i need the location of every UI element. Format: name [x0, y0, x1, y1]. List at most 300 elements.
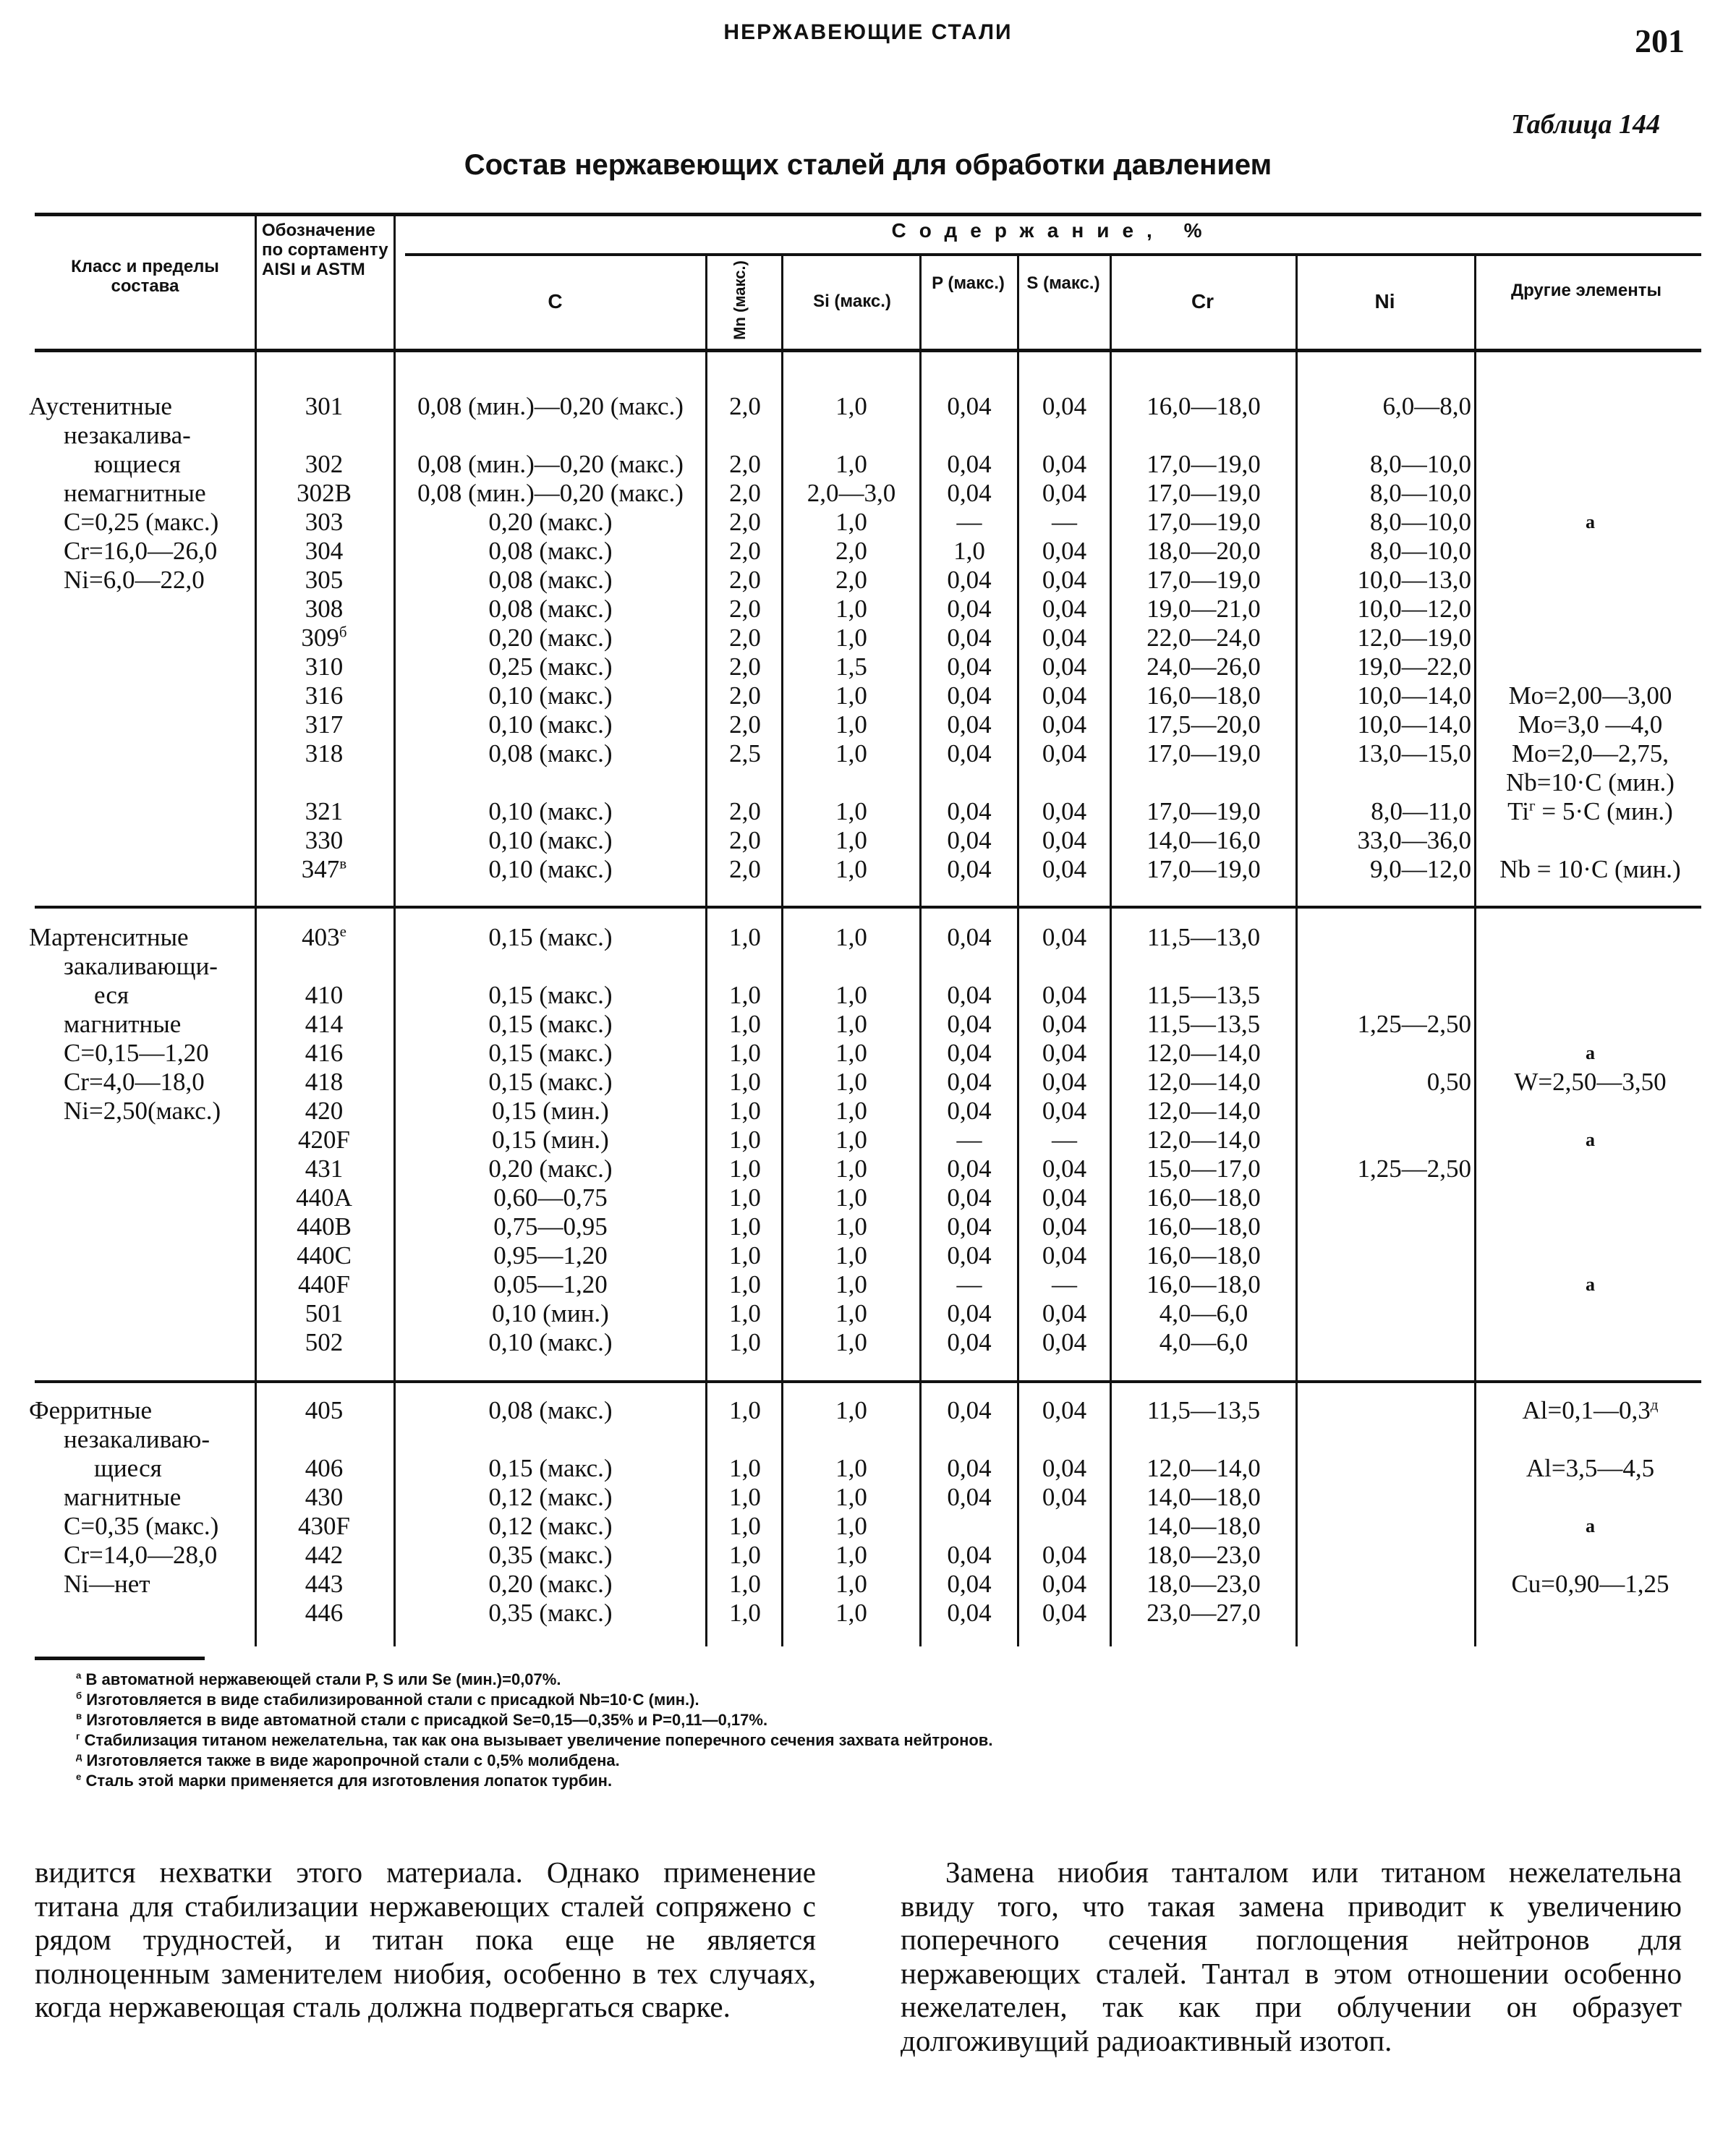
cell-s: 0,04: [1042, 1183, 1087, 1212]
body-text-left-column: видится нехватки этого материала. Однако применение титана для стабилизации нержавеющих сталей сопряжено с рядом трудностей, и титан пока еще не является полноценным заменителем ниобия, особенно в тех случаях, когда нержавеющая сталь должна подвергаться сварке.: [35, 1855, 816, 2023]
table-row: [0, 710, 1736, 739]
cell-cr: 14,0—18,0: [1146, 1483, 1261, 1511]
cell-cr: 4,0—6,0: [1159, 1299, 1248, 1327]
cell-mn: 1,0: [729, 1068, 761, 1096]
cell-s: 0,04: [1042, 1541, 1087, 1569]
cell-c: 0,60—0,75: [493, 1183, 608, 1212]
cell-s: 0,04: [1042, 710, 1087, 739]
cell-ni: [1298, 1570, 1487, 1599]
cell-grade: 446: [305, 1599, 344, 1627]
cell-s: 0,04: [1042, 826, 1087, 854]
cell-other: [1476, 479, 1704, 508]
cell-p: 0,04: [947, 923, 992, 951]
cell-other: [1476, 450, 1704, 479]
cell-si: 1,0: [835, 710, 867, 739]
cell-ni: 12,0—19,0: [1357, 624, 1471, 652]
cell-cr: 11,5—13,5: [1146, 1010, 1261, 1038]
cell-grade: 440F: [298, 1270, 350, 1298]
class-austenitic: Аустенитные незакалива- ющиеся немагнитные C=0,25 (макс.) Cr=16,0—26,0 Ni=6,0—22,0: [29, 392, 219, 594]
cell-ni: 8,0—11,0: [1371, 797, 1471, 825]
cell-grade: 440B: [297, 1212, 352, 1241]
cell-s: 0,04: [1042, 1212, 1087, 1241]
cell-si: 1,0: [835, 392, 867, 420]
cell-s: —: [1052, 1126, 1077, 1154]
cell-ni: [1298, 1512, 1487, 1541]
cell-other: а: [1586, 1042, 1595, 1063]
cell-c: 0,12 (макс.): [488, 1483, 613, 1511]
cell-mn: 1,0: [729, 1483, 761, 1511]
cell-s: 0,04: [1042, 392, 1087, 420]
cell-cr: 17,0—19,0: [1146, 855, 1261, 883]
cell-c: 0,08 (макс.): [488, 1396, 613, 1424]
footnote-d: $^д$ Изготовляется также в виде жаропрочной стали с 0,5% молибдена.: [76, 1751, 620, 1769]
cell-other: [1476, 624, 1704, 652]
cell-other: Mo=2,0—2,75,: [1511, 739, 1669, 768]
footnotes: [76, 1670, 992, 1791]
table-row: [0, 981, 1736, 1010]
header-ni: Ni: [1374, 290, 1395, 313]
cell-other: [1476, 537, 1704, 566]
cell-other: а: [1586, 1274, 1595, 1295]
cell-cr: 22,0—24,0: [1146, 624, 1261, 652]
cell-mn: 1,0: [729, 1126, 761, 1154]
cell-grade: 406: [305, 1454, 344, 1482]
cell-p: 0,04: [947, 1212, 992, 1241]
cell-ni: [1298, 981, 1487, 1010]
cell-c: 0,15 (макс.): [488, 1068, 613, 1096]
cell-s: 0,04: [1042, 1241, 1087, 1270]
table-row: [0, 1126, 1736, 1155]
cell-other: а: [1586, 1516, 1595, 1536]
cell-cr: 14,0—18,0: [1146, 1512, 1261, 1540]
cell-grade: 430F: [298, 1512, 350, 1540]
cell-mn: 1,0: [729, 1512, 761, 1540]
cell-c: 0,10 (мин.): [492, 1299, 609, 1327]
cell-other: [1476, 826, 1704, 855]
cell-mn: 2,0: [729, 710, 761, 739]
cell-si: 2,0: [835, 566, 867, 594]
cell-ni: [1298, 1097, 1487, 1126]
cell-other: [1476, 923, 1704, 952]
cell-si: 1,0: [835, 1010, 867, 1038]
table-row: [0, 624, 1736, 652]
cell-grade: 418: [305, 1068, 344, 1096]
table-row: [0, 1512, 1736, 1541]
cell-si: 1,0: [835, 826, 867, 854]
cell-cr: 17,0—19,0: [1146, 479, 1261, 507]
cell-grade: 502: [305, 1328, 344, 1356]
table-row: [0, 1097, 1736, 1126]
cell-cr: 17,5—20,0: [1146, 710, 1261, 739]
cell-c: 0,35 (макс.): [488, 1541, 613, 1569]
cell-si: 1,0: [835, 508, 867, 536]
cell-si: 1,0: [835, 855, 867, 883]
cell-p: 0,04: [947, 981, 992, 1009]
cell-p: 0,04: [947, 1483, 992, 1511]
cell-p: 0,04: [947, 1039, 992, 1067]
cell-other: [1476, 652, 1704, 681]
cell-ni: [1298, 1241, 1487, 1270]
cell-other: [1476, 1541, 1704, 1570]
cell-mn: 1,0: [729, 1183, 761, 1212]
table-label: Таблица 144: [1510, 109, 1660, 140]
cell-cr: 18,0—23,0: [1146, 1541, 1261, 1569]
cell-mn: 2,0: [729, 450, 761, 478]
cell-p: 0,04: [947, 1570, 992, 1598]
cell-ni: 1,25—2,50: [1357, 1155, 1471, 1183]
table-row: [0, 566, 1736, 595]
cell-c: 0,20 (макс.): [488, 624, 613, 652]
cell-p: —: [956, 508, 982, 536]
cell-s: 0,04: [1042, 450, 1087, 478]
cell-s: 0,04: [1042, 566, 1087, 594]
header-content-group: Содержание, %: [891, 219, 1215, 242]
cell-c: 0,95—1,20: [493, 1241, 608, 1270]
table-row: [0, 1039, 1736, 1068]
cell-p: 0,04: [947, 1599, 992, 1627]
cell-other: [1476, 595, 1704, 624]
cell-grade: 501: [305, 1299, 344, 1327]
cell-c: 0,10 (макс.): [488, 710, 613, 739]
cell-p: 0,04: [947, 624, 992, 652]
cell-p: 0,04: [947, 595, 992, 623]
cell-cr: 12,0—14,0: [1146, 1454, 1261, 1482]
cell-cr: 18,0—23,0: [1146, 1570, 1261, 1598]
cell-ni: [1298, 1396, 1487, 1425]
cell-mn: 1,0: [729, 1299, 761, 1327]
cell-other: [1476, 1299, 1704, 1328]
cell-si: 1,0: [835, 1097, 867, 1125]
cell-cr: 16,0—18,0: [1146, 1212, 1261, 1241]
cell-grade: 431: [305, 1155, 344, 1183]
cell-c: 0,15 (макс.): [488, 1039, 613, 1067]
cell-si: 1,0: [835, 981, 867, 1009]
cell-grade: $403^е$: [302, 922, 346, 951]
cell-grade: $347^в$: [301, 854, 347, 883]
table-row: [0, 479, 1736, 508]
cell-s: 0,04: [1042, 923, 1087, 951]
cell-other: Nb = 10·C (мин.): [1499, 855, 1681, 883]
cell-si: 1,0: [835, 1212, 867, 1241]
cell-c: 0,15 (макс.): [488, 1454, 613, 1482]
table-row: [0, 855, 1736, 884]
cell-ni: 10,0—14,0: [1357, 710, 1471, 739]
cell-grade: 442: [305, 1541, 344, 1569]
cell-grade: 420: [305, 1097, 344, 1125]
cell-c: 0,10 (макс.): [488, 1328, 613, 1356]
cell-c: 0,10 (макс.): [488, 681, 613, 710]
cell-other: W=2,50—3,50: [1514, 1068, 1667, 1096]
cell-c: 0,35 (макс.): [488, 1599, 613, 1627]
group-divider-1: [35, 906, 1701, 909]
cell-s: 0,04: [1042, 1570, 1087, 1598]
cell-cr: 16,0—18,0: [1146, 681, 1261, 710]
cell-other: [1476, 1097, 1704, 1126]
cell-cr: 11,5—13,5: [1146, 1396, 1261, 1424]
cell-other: $Ti^г = 5\cdot C$ (мин.): [1507, 796, 1673, 825]
cell-mn: 1,0: [729, 1241, 761, 1270]
cell-s: 0,04: [1042, 855, 1087, 883]
cell-p: 0,04: [947, 681, 992, 710]
cell-p: 0,04: [947, 392, 992, 420]
cell-grade: 316: [305, 681, 344, 710]
cell-ni: 10,0—14,0: [1357, 681, 1471, 710]
cell-p: 0,04: [947, 1541, 992, 1569]
header-si: Si (макс.): [813, 292, 891, 311]
cell-p: —: [956, 1126, 982, 1154]
cell-si: 1,0: [835, 450, 867, 478]
footnote-v: $^в$ Изготовляется в виде автоматной стали с присадкой Se=0,15—0,35% и P=0,11—0,17%.: [76, 1710, 768, 1729]
cell-mn: 1,0: [729, 1454, 761, 1482]
cell-mn: 2,0: [729, 392, 761, 420]
cell-ni: [1298, 1183, 1487, 1212]
cell-grade: 318: [305, 739, 344, 768]
cell-grade: 303: [305, 508, 344, 536]
cell-ni: [1298, 923, 1487, 952]
body-text-right-column: Замена ниобия танталом или титаном нежелательна ввиду того, что такая замена приводит к увеличению поперечного сечения поглощения нейтронов для нержавеющих сталей. Тантал в этом отношении особенно нежелателен, так как при облучении он образует долгоживущий радиоактивный изотоп.: [901, 1855, 1682, 2057]
cell-c: 0,15 (макс.): [488, 981, 613, 1009]
cell-si: 1,0: [835, 1270, 867, 1298]
cell-ni: 9,0—12,0: [1370, 855, 1471, 883]
cell-cr: 4,0—6,0: [1159, 1328, 1248, 1356]
cell-mn: 2,0: [729, 826, 761, 854]
table-row: [0, 1328, 1736, 1357]
header-cr: Cr: [1191, 290, 1214, 313]
cell-si: 1,0: [835, 1396, 867, 1424]
cell-cr: 17,0—19,0: [1146, 450, 1261, 478]
cell-si: 1,0: [835, 1299, 867, 1327]
cell-si: 1,0: [835, 624, 867, 652]
table-row: [0, 392, 1736, 421]
cell-c: 0,08 (макс.): [488, 537, 613, 565]
cell-cr: 23,0—27,0: [1146, 1599, 1261, 1627]
table-row: [0, 508, 1736, 537]
table-row: [0, 1396, 1736, 1425]
cell-cr: 16,0—18,0: [1146, 392, 1261, 420]
cell-grade: 310: [305, 652, 344, 681]
cell-grade: 430: [305, 1483, 344, 1511]
cell-ni: [1298, 1454, 1487, 1483]
cell-si: 1,0: [835, 739, 867, 768]
table-row: [0, 1183, 1736, 1212]
cell-cr: 17,0—19,0: [1146, 797, 1261, 825]
content-group-rule: [405, 253, 1701, 256]
cell-mn: 2,0: [729, 595, 761, 623]
cell-ni: 8,0—10,0: [1370, 450, 1471, 478]
cell-cr: 18,0—20,0: [1146, 537, 1261, 565]
cell-p: 1,0: [953, 537, 985, 565]
footnote-rule: [35, 1657, 205, 1660]
cell-s: 0,04: [1042, 1454, 1087, 1482]
cell-grade: 302: [305, 450, 344, 478]
cell-mn: 1,0: [729, 1155, 761, 1183]
cell-mn: 1,0: [729, 923, 761, 951]
cell-cr: 12,0—14,0: [1146, 1039, 1261, 1067]
cell-p: 0,04: [947, 1155, 992, 1183]
cell-ni: [1298, 1599, 1487, 1628]
cell-mn: 2,0: [729, 508, 761, 536]
cell-si: 1,0: [835, 1068, 867, 1096]
table-row: [0, 1010, 1736, 1039]
header-c: C: [548, 290, 563, 313]
table-row: [0, 1299, 1736, 1328]
cell-si: 1,0: [835, 1241, 867, 1270]
cell-grade: 308: [305, 595, 344, 623]
cell-s: 0,04: [1042, 1010, 1087, 1038]
cell-cr: 11,5—13,0: [1146, 923, 1261, 951]
table-row: [0, 1241, 1736, 1270]
cell-s: 0,04: [1042, 1155, 1087, 1183]
cell-grade: 302B: [297, 479, 352, 507]
table-row: [0, 797, 1736, 826]
cell-si: 1,0: [835, 1454, 867, 1482]
cell-mn: 2,0: [729, 797, 761, 825]
cell-c: 0,25 (макс.): [488, 652, 613, 681]
cell-ni: 10,0—12,0: [1357, 595, 1471, 623]
cell-other: Al=3,5—4,5: [1526, 1454, 1655, 1482]
cell-s: 0,04: [1042, 479, 1087, 507]
cell-cr: 11,5—13,5: [1146, 981, 1261, 1009]
cell-c: 0,10 (макс.): [488, 855, 613, 883]
cell-grade: 301: [305, 392, 344, 420]
cell-other: [1476, 1483, 1704, 1512]
cell-s: 0,04: [1042, 1068, 1087, 1096]
cell-p: 0,04: [947, 1396, 992, 1424]
cell-other: Mo=3,0 —4,0: [1518, 710, 1663, 739]
cell-s: 0,04: [1042, 652, 1087, 681]
cell-grade: 440A: [296, 1183, 352, 1212]
running-head: НЕРЖАВЕЮЩИЕ СТАЛИ: [723, 20, 1013, 44]
cell-s: [1019, 1512, 1110, 1541]
cell-p: 0,04: [947, 1097, 992, 1125]
cell-other: [1476, 392, 1704, 421]
cell-c: 0,12 (макс.): [488, 1512, 613, 1540]
cell-mn: 2,0: [729, 537, 761, 565]
cell-c: 0,08 (мин.)—0,20 (макс.): [417, 450, 684, 478]
table-row: [0, 739, 1736, 768]
cell-p: 0,04: [947, 566, 992, 594]
cell-grade: 414: [305, 1010, 344, 1038]
cell-si: 1,0: [835, 1126, 867, 1154]
cell-mn: 1,0: [729, 1039, 761, 1067]
cell-ni: [1298, 1270, 1487, 1299]
cell-grade: 330: [305, 826, 344, 854]
cell-mn: 1,0: [729, 1541, 761, 1569]
header-p: P (макс.): [932, 273, 1005, 293]
cell-ni: 6,0—8,0: [1382, 392, 1471, 420]
cell-other: [1476, 1241, 1704, 1270]
header-s: S (макс.): [1026, 273, 1100, 293]
footnote-e: $^е$ Сталь этой марки применяется для изготовления лопаток турбин.: [76, 1771, 613, 1790]
cell-si: 1,0: [835, 1328, 867, 1356]
table-row: [0, 595, 1736, 624]
cell-mn: 2,0: [729, 566, 761, 594]
cell-si: 1,0: [835, 923, 867, 951]
cell-ni: [1298, 1328, 1487, 1357]
table-row: [0, 1599, 1736, 1628]
cell-s: 0,04: [1042, 1039, 1087, 1067]
cell-s: 0,04: [1042, 1097, 1087, 1125]
cell-cr: 12,0—14,0: [1146, 1097, 1261, 1125]
cell-other: [1476, 1183, 1704, 1212]
cell-ni: [1298, 1126, 1487, 1155]
cell-si: 1,0: [835, 1039, 867, 1067]
cell-p: [922, 1512, 1017, 1541]
cell-p: 0,04: [947, 1241, 992, 1270]
cell-mn: 2,5: [729, 739, 761, 768]
cell-other: [1476, 1010, 1704, 1039]
cell-si: 1,0: [835, 1155, 867, 1183]
cell-s: 0,04: [1042, 981, 1087, 1009]
footnote-b: $^б$ Изготовляется в виде стабилизированной стали с присадкой Nb=10·C (мин.).: [76, 1690, 699, 1709]
cell-other: Nb=10·C (мин.): [1506, 768, 1675, 796]
cell-grade: 416: [305, 1039, 344, 1067]
cell-c: 0,08 (мин.)—0,20 (макс.): [417, 392, 684, 420]
cell-mn: 1,0: [729, 1010, 761, 1038]
cell-grade: 420F: [298, 1126, 350, 1154]
cell-cr: 15,0—17,0: [1146, 1155, 1261, 1183]
cell-grade: 440C: [297, 1241, 352, 1270]
table-row: [0, 1155, 1736, 1183]
cell-cr: 24,0—26,0: [1146, 652, 1261, 681]
cell-mn: 1,0: [729, 1599, 761, 1627]
cell-p: 0,04: [947, 797, 992, 825]
cell-grade: $309^б$: [301, 623, 347, 652]
header-other: Другие элементы: [1510, 281, 1662, 300]
cell-p: 0,04: [947, 739, 992, 768]
cell-cr: 12,0—14,0: [1146, 1126, 1261, 1154]
cell-s: 0,04: [1042, 537, 1087, 565]
cell-si: 1,0: [835, 1599, 867, 1627]
table-row: [0, 1212, 1736, 1241]
cell-cr: 16,0—18,0: [1146, 1270, 1261, 1298]
cell-ni: [1298, 1212, 1487, 1241]
cell-ni: [1298, 1299, 1487, 1328]
class-ferritic: Ферритные незакаливаю- щиеся магнитные C=0,35 (макс.) Cr=14,0—28,0 Ni—нет: [29, 1396, 219, 1598]
cell-p: 0,04: [947, 855, 992, 883]
cell-other: $Al=0,1—0,3^д$: [1522, 1395, 1659, 1424]
cell-grade: 317: [305, 710, 344, 739]
header-designation: Обозначение по сортаменту AISI и ASTM: [262, 221, 388, 279]
cell-si: 1,0: [835, 1570, 867, 1598]
cell-ni: 1,25—2,50: [1357, 1010, 1471, 1038]
cell-si: 1,0: [835, 1483, 867, 1511]
cell-s: 0,04: [1042, 624, 1087, 652]
cell-p: 0,04: [947, 1010, 992, 1038]
cell-c: 0,15 (мин.): [492, 1097, 609, 1125]
cell-s: 0,04: [1042, 1483, 1087, 1511]
cell-s: 0,04: [1042, 797, 1087, 825]
cell-p: 0,04: [947, 479, 992, 507]
cell-other: [1476, 1212, 1704, 1241]
cell-s: 0,04: [1042, 1396, 1087, 1424]
cell-grade: 321: [305, 797, 344, 825]
cell-cr: 12,0—14,0: [1146, 1068, 1261, 1096]
table-row: [0, 826, 1736, 855]
table-row: [0, 1454, 1736, 1483]
cell-c: 0,08 (макс.): [488, 566, 613, 594]
cell-si: 1,0: [835, 1183, 867, 1212]
table-title: Состав нержавеющих сталей для обработки давлением: [464, 149, 1272, 181]
cell-mn: 1,0: [729, 981, 761, 1009]
table-row: [0, 681, 1736, 710]
cell-other: а: [1586, 511, 1595, 532]
cell-other: [1476, 566, 1704, 595]
cell-cr: 16,0—18,0: [1146, 1241, 1261, 1270]
table-row: [0, 652, 1736, 681]
cell-c: 0,10 (макс.): [488, 826, 613, 854]
cell-c: 0,15 (макс.): [488, 923, 613, 951]
